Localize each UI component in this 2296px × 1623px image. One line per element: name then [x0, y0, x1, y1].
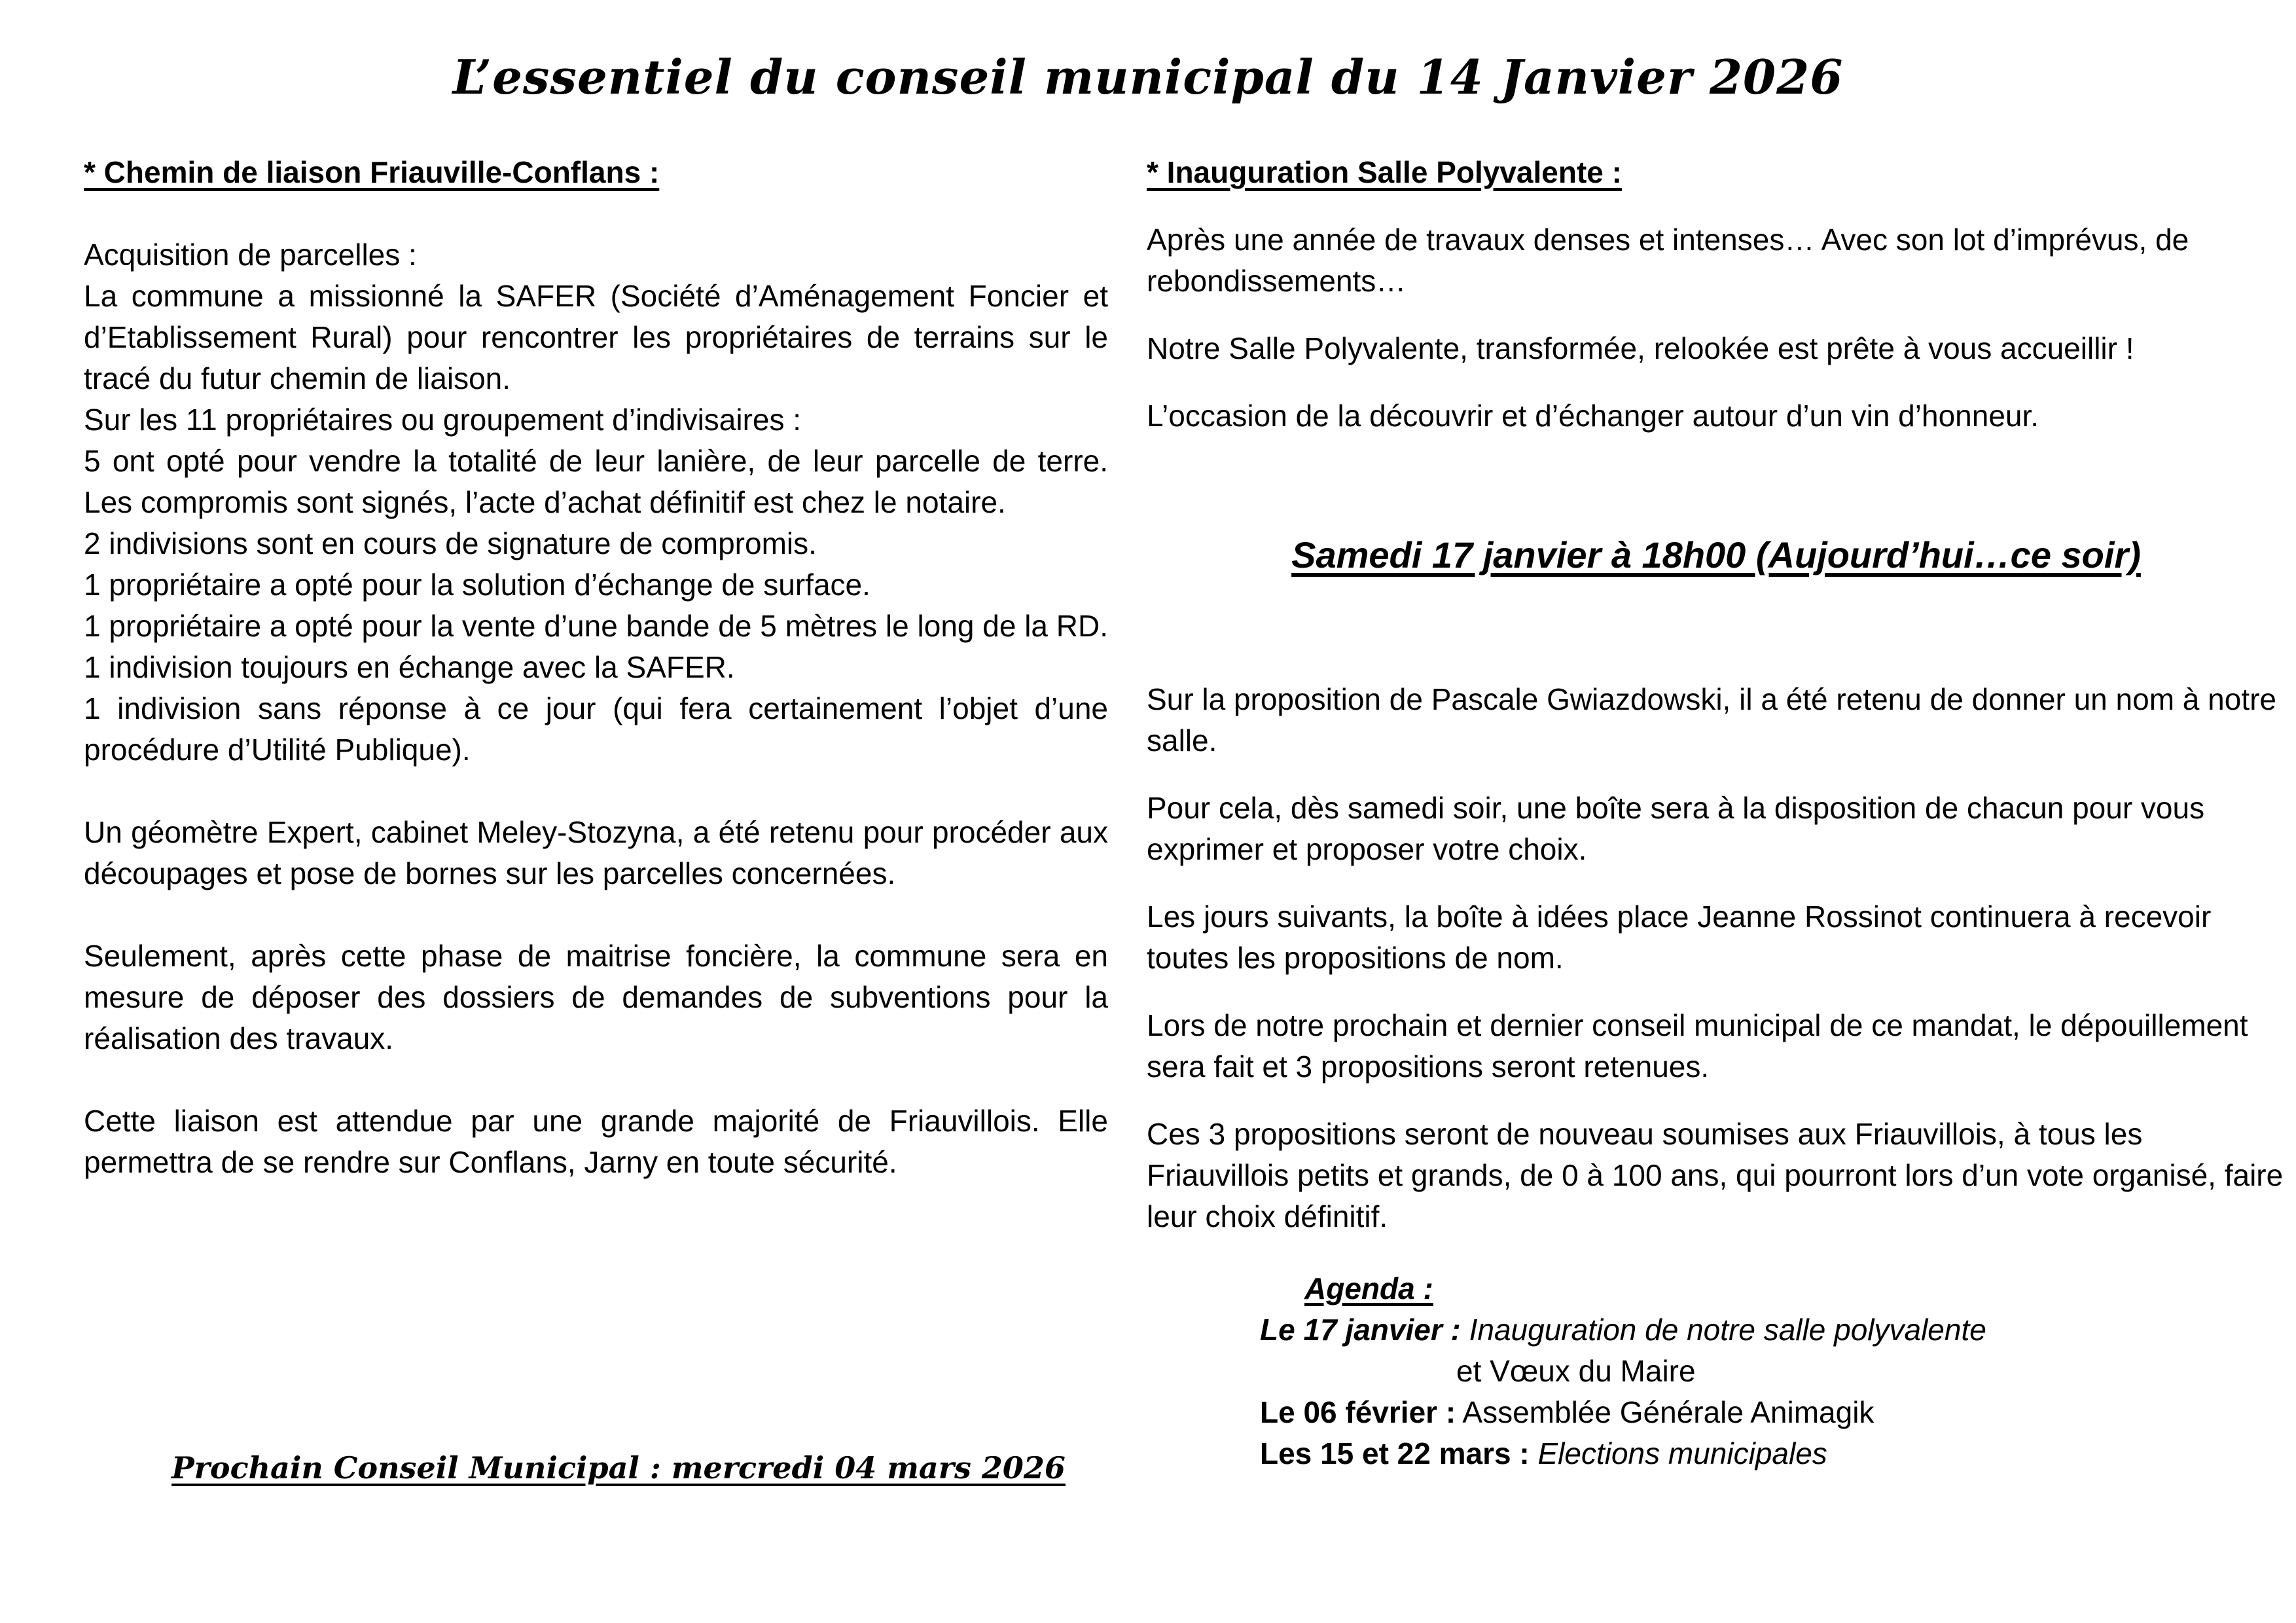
paragraph-vin-honneur: L’occasion de la découvrir et d’échanger autour d’un vin d’honneur.: [1147, 399, 2039, 433]
paragraph-seulement: Seulement, après cette phase de maitrise foncière, la commune sera en mesure de déposer des dossiers de demandes de subventions pour la réalisation des travaux.: [84, 939, 1108, 1055]
event-date-highlight: Samedi 17 janvier à 18h00 (Aujourd’hui…ce soir): [1291, 534, 2141, 575]
paragraph-travaux: Après une année de travaux denses et intenses… Avec son lot d’imprévus, de rebondissements…: [1147, 223, 2189, 298]
paragraph-jours-suivants: Les jours suivants, la boîte à idées place Jeanne Rossinot continuera à recevoir toutes les propositions de nom.: [1147, 900, 2212, 975]
section-nom-salle: [1147, 679, 2286, 1237]
owners-item: 1 indivision toujours en échange avec la SAFER.: [84, 650, 735, 684]
paragraph-boite: Pour cela, dès samedi soir, une boîte sera à la disposition de chacun pour vous exprimer et proposer votre choix.: [1147, 791, 2205, 866]
owners-item: 2 indivisions sont en cours de signature de compromis.: [84, 526, 817, 560]
owners-item: 1 propriétaire a opté pour la solution d’échange de surface.: [84, 568, 870, 602]
subheading-acquisition: Acquisition de parcelles :: [84, 238, 417, 272]
agenda-item: [1260, 1433, 1986, 1474]
agenda-date: Les 15 et 22 mars :: [1260, 1436, 1530, 1470]
page-title: L’essentiel du conseil municipal du 14 Janvier 2026: [452, 49, 1844, 105]
agenda-text: Inauguration de notre salle polyvalente: [1469, 1313, 1986, 1347]
agenda-item: [1260, 1309, 1986, 1351]
owners-intro: Sur les 11 propriétaires ou groupement d’indivisaires :: [84, 403, 802, 437]
paragraph-vote: Ces 3 propositions seront de nouveau soumises aux Friauvillois, à tous les Friauvillois petits et grands, de 0 à 100 ans, qui pourront lors d’un vote organisé, faire leur choix définitif.: [1147, 1117, 2284, 1233]
section-inauguration: [1147, 152, 2286, 437]
section-chemin-liaison: [84, 152, 1108, 1183]
paragraph-conclusion: Cette liaison est attendue par une grande majorité de Friauvillois. Elle permettra de se rendre sur Conflans, Jarny en toute sécurité.: [84, 1104, 1108, 1179]
agenda-title: Agenda :: [1304, 1271, 1433, 1305]
owners-item: 1 indivision sans réponse à ce jour (qui fera certainement l’objet d’une procédure d’Utilité Publique).: [84, 691, 1108, 767]
paragraph-salle-prete: Notre Salle Polyvalente, transformée, relookée est prête à vous accueillir !: [1147, 331, 2134, 365]
next-council-notice: Prochain Conseil Municipal : mercredi 04 mars 2026: [171, 1450, 1066, 1486]
owners-item: 1 propriétaire a opté pour la vente d’une bande de 5 mètres le long de la RD.: [84, 609, 1109, 643]
agenda-item: [1260, 1392, 1986, 1433]
agenda-date: Le 06 février :: [1260, 1395, 1456, 1429]
agenda-date: Le 17 janvier :: [1260, 1313, 1461, 1347]
owners-item: 5 ont opté pour vendre la totalité de leur lanière, de leur parcelle de terre. Les compromis sont signés, l’acte d’achat définitif est chez le notaire.: [84, 444, 1108, 519]
paragraph-proposition: Sur la proposition de Pascale Gwiazdowski, il a été retenu de donner un nom à notre salle.: [1147, 682, 2277, 757]
agenda-text: Elections municipales: [1537, 1436, 1827, 1470]
paragraph-depouillement: Lors de notre prochain et dernier conseil municipal de ce mandat, le dépouillement sera fait et 3 propositions seront retenues.: [1147, 1008, 2248, 1084]
agenda-item-continuation: et Vœux du Maire: [1456, 1354, 1696, 1388]
agenda-text: Assemblée Générale Animagik: [1462, 1395, 1874, 1429]
section-heading-chemin: * Chemin de liaison Friauville-Conflans :: [84, 155, 660, 189]
paragraph-safer: La commune a missionné la SAFER (Société d’Aménagement Foncier et d’Etablissement Rural) pour rencontrer les propriétaires de terrains sur le tracé du futur chemin de liaison.: [84, 279, 1108, 395]
section-heading-inauguration: * Inauguration Salle Polyvalente :: [1147, 155, 1622, 189]
paragraph-geometre: Un géomètre Expert, cabinet Meley-Stozyna, a été retenu pour procéder aux découpages et pose de bornes sur les parcelles concernées.: [84, 815, 1108, 890]
agenda: [1260, 1268, 1986, 1474]
